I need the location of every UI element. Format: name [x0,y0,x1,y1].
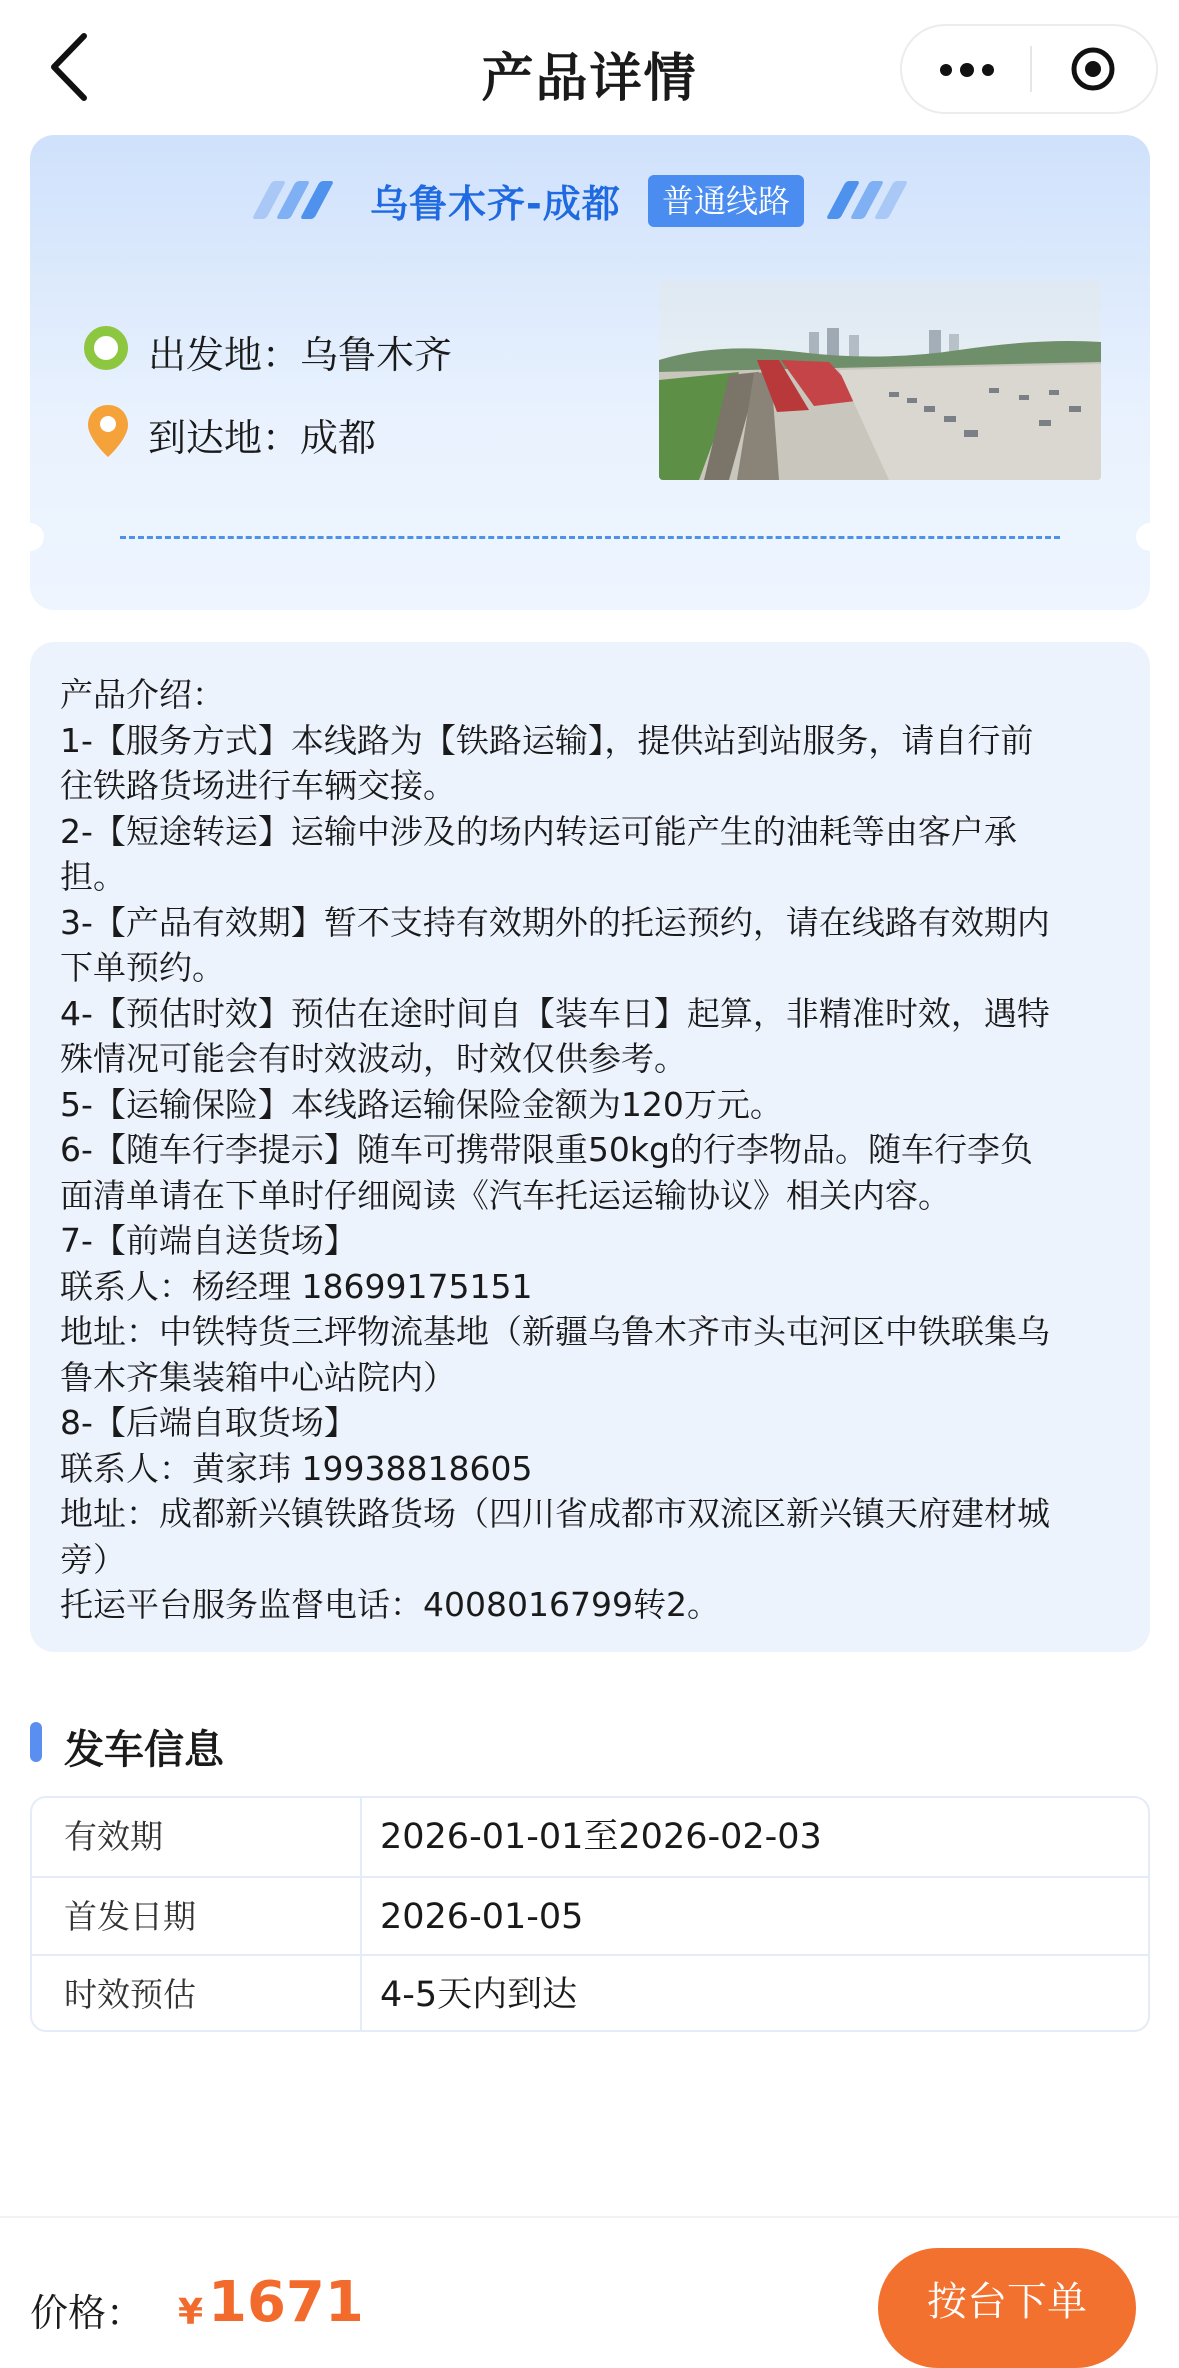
order-button[interactable]: 按台下单 [878,2248,1136,2368]
intro-line: 4-【预估时效】预估在途时间自【装车日】起算，非精准时效，遇特 [60,993,1050,1033]
origin-text: 出发地：乌鲁木齐 [148,333,453,377]
capsule-divider [1030,46,1032,92]
route-card [30,135,1150,610]
row-label: 有效期 [32,1798,362,1876]
intro-line: 1-【服务方式】本线路为【铁路运输】，提供站到站服务，请自行前 [60,720,1034,760]
intro-line: 下单预约。 [60,948,225,987]
intro-line: 7-【前端自送货场】 [60,1221,357,1260]
route-name: 乌鲁木齐-成都 [370,182,621,226]
ticket-notch-right [1136,523,1150,551]
intro-line: 担。 [60,857,126,896]
table-row [32,1876,1148,1956]
row-value: 2026-01-01至2026-02-03 [380,1817,822,1857]
intro-line: 3-【产品有效期】暂不支持有效期外的托运预约，请在线路有效期内 [60,902,1050,942]
product-intro-card [30,642,1150,1652]
intro-line: 殊情况可能会有时效波动，时效仅供参考。 [60,1039,687,1078]
row-label: 时效预估 [32,1956,362,2032]
table-row [32,1798,1148,1876]
route-type-badge: 普通线路 [648,175,804,227]
ticket-notch-left [30,523,44,551]
row-label: 首发日期 [32,1878,362,1956]
decor-stripes-right [836,181,916,221]
row-value: 2026-01-05 [380,1897,584,1937]
ticket-divider [120,536,1060,539]
price-label: 价格： [30,2291,145,2335]
departure-info-table [30,1796,1150,2032]
intro-line: 6-【随车行李提示】随车可携带限重50kg的行李物品。随车行李负 [60,1130,1033,1169]
intro-line: 旁） [60,1539,126,1579]
destination-text: 到达地：成都 [148,416,377,460]
nav-header [0,0,1179,130]
currency-symbol: ¥ [178,2292,204,2333]
intro-line: 地址：中铁特货三坪物流基地（新疆乌鲁木齐市头屯河区中铁联集乌 [60,1312,1050,1351]
row-value: 4-5天内到达 [380,1975,578,2015]
rail-yard-photo [659,280,1101,480]
intro-line: 联系人：黄家玮 19938818605 [60,1448,533,1488]
location-pin-icon [86,403,130,459]
intro-line: 面清单请在下单时仔细阅读《汽车托运运输协议》相关内容。 [60,1175,951,1215]
intro-line: 往铁路货场进行车辆交接。 [60,766,456,805]
decor-stripes-left [262,181,342,221]
section-accent-bar [30,1722,42,1762]
mini-program-capsule [900,24,1158,114]
intro-line: 地址：成都新兴镇铁路货场（四川省成都市双流区新兴镇天府建材城 [60,1494,1050,1533]
close-target-icon[interactable] [1070,46,1116,92]
more-dots-icon [940,64,952,76]
intro-line: 联系人：杨经理 18699175151 [60,1266,533,1306]
origin-ring-icon [82,324,130,372]
intro-line: 产品介绍： [60,675,225,714]
more-button[interactable] [902,26,1030,112]
intro-line: 鲁木齐集装箱中心站院内） [60,1357,456,1397]
intro-line: 8-【后端自取货场】 [60,1403,357,1442]
page-title: 产品详情 [481,49,698,109]
intro-line: 5-【运输保险】本线路运输保险金额为120万元。 [60,1084,783,1124]
section-title: 发车信息 [64,1727,224,1773]
intro-line: 2-【短途转运】运输中涉及的场内转运可能产生的油耗等由客户承 [60,811,1017,851]
table-row [32,1954,1148,2032]
product-intro-text [60,672,1120,1628]
intro-line: 托运平台服务监督电话：4008016799转2。 [60,1585,720,1624]
price-value: 1671 [208,2270,364,2335]
footer-divider [0,2216,1179,2218]
